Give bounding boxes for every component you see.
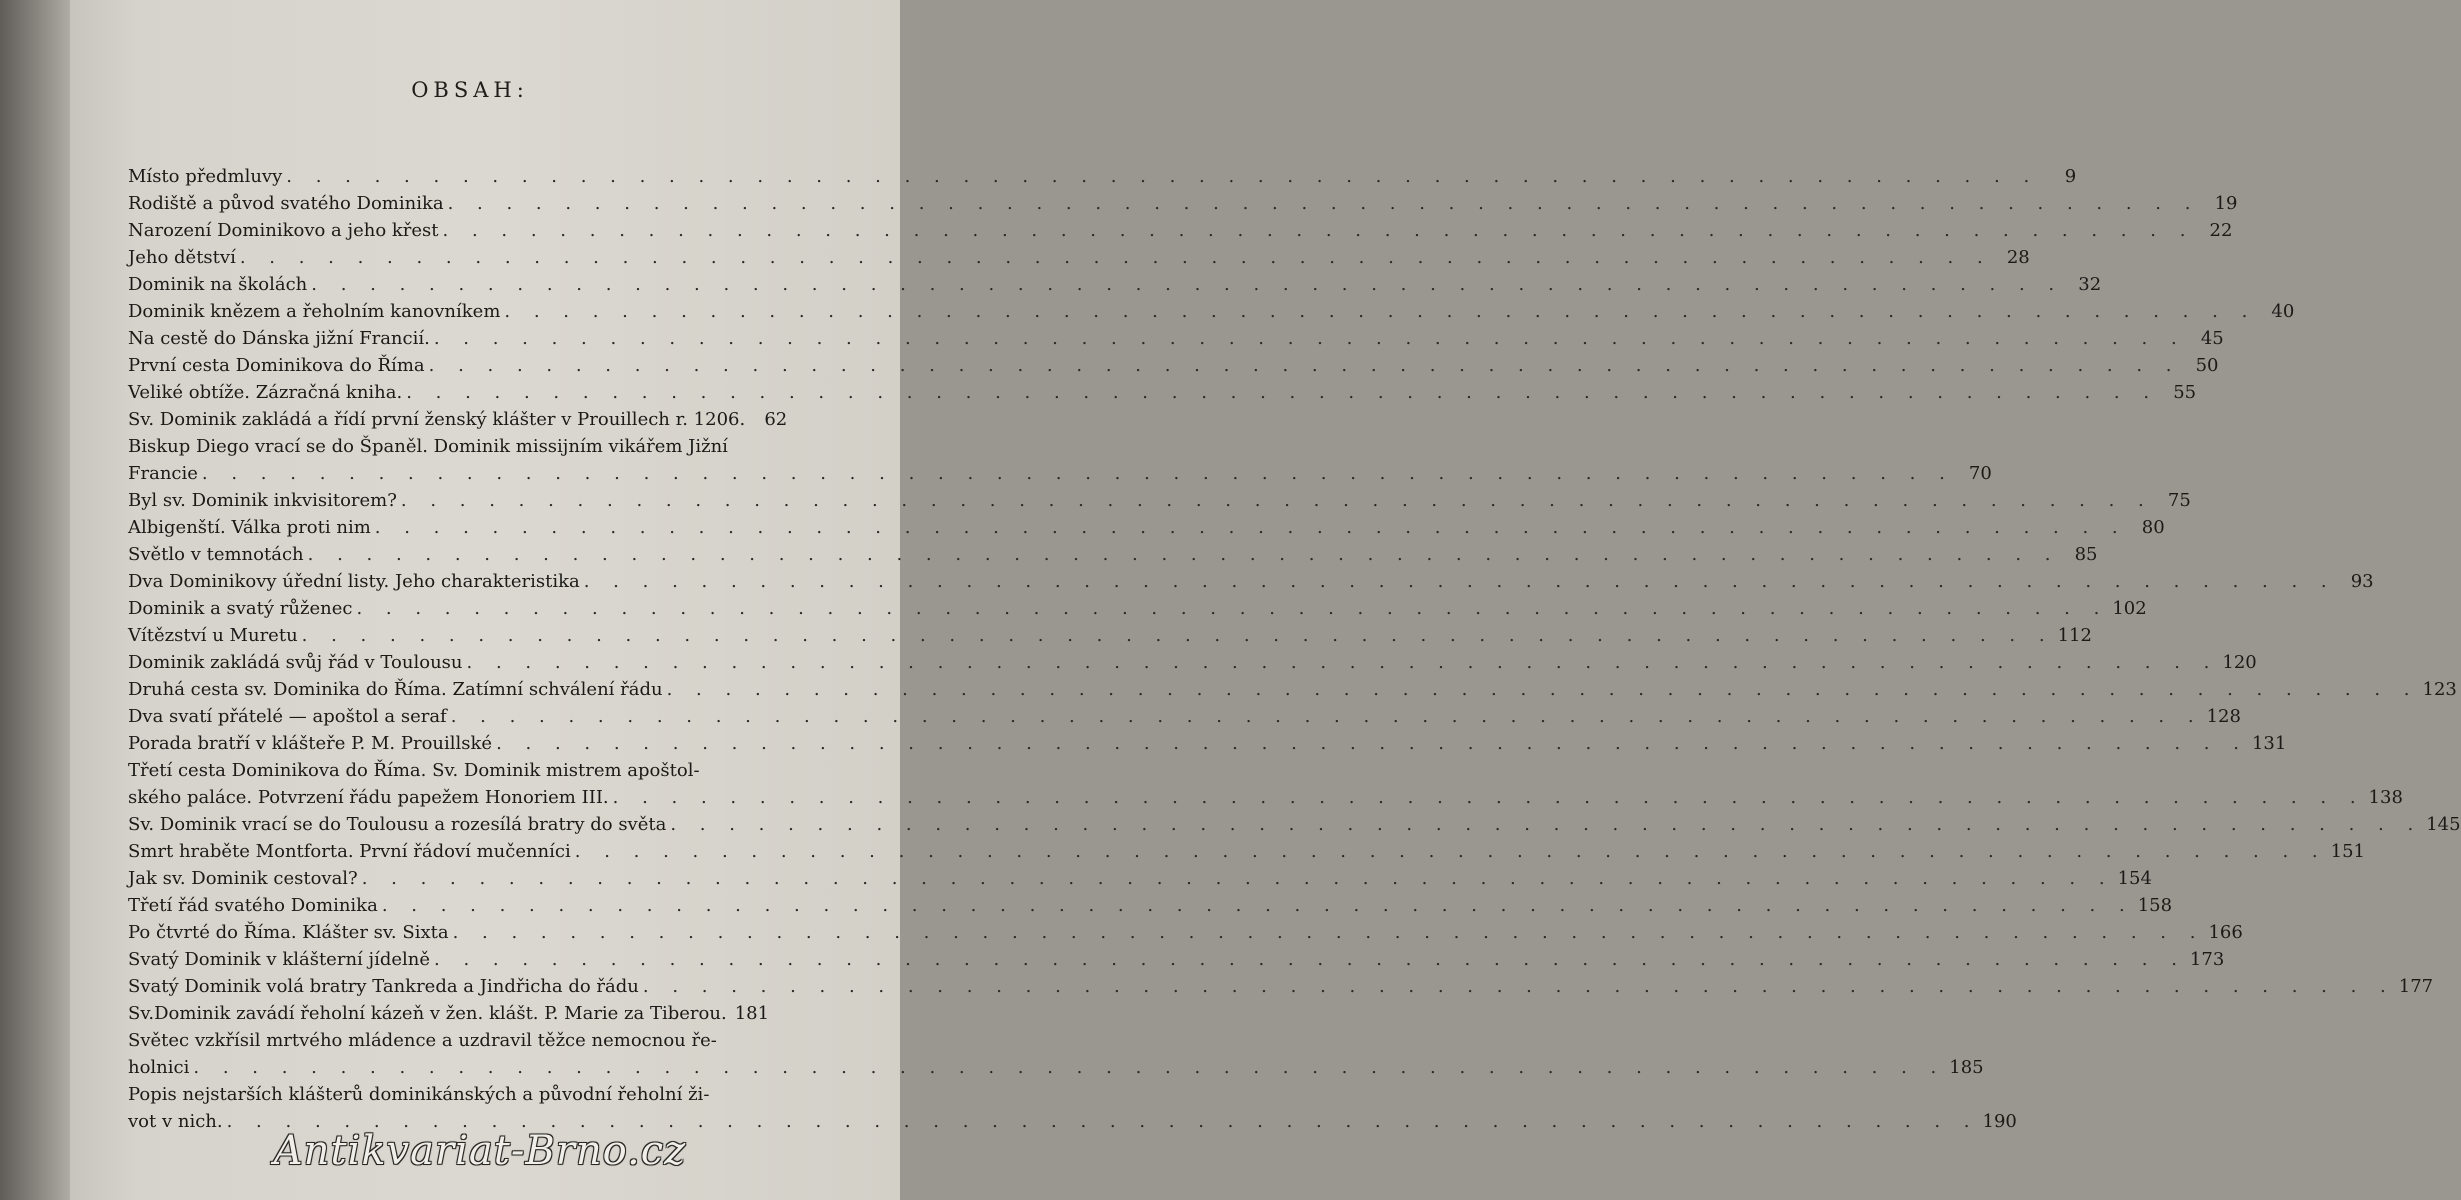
toc-page-number: 138 bbox=[2368, 787, 2403, 808]
dot-leader: . . . . . . . . . . . . . . . . . . . . . . . . . . . . . . . . . . . . . . . . . . . . . . . . . . . . . . . . . . . . bbox=[374, 517, 2127, 538]
toc-entry-title: Dominik a svatý růženec bbox=[128, 598, 353, 619]
dot-leader: . . . . . . . . . . . . . . . . . . . . . . . . . . . . . . . . . . . . . . . . . . . . . . . . . . . . . . . . . . . . bbox=[466, 652, 2219, 673]
toc-page-number: 62 bbox=[764, 409, 788, 430]
toc-page-number: 190 bbox=[1982, 1111, 2017, 1132]
toc-entry-title: Sv.Dominik zavádí řeholní kázeň v žen. klášt. P. Marie za Tiberou. bbox=[128, 1003, 727, 1024]
toc-entry bbox=[128, 892, 2173, 919]
toc-entry-title: Na cestě do Dánska jižní Francií. bbox=[128, 328, 430, 349]
toc-entry bbox=[128, 1081, 2017, 1135]
toc-page-number: 181 bbox=[734, 1003, 770, 1024]
toc-entry-title: Biskup Diego vrací se do Španěl. Dominik missijním vikářem Jižní bbox=[128, 436, 728, 457]
toc-entry bbox=[128, 811, 2461, 838]
toc-entry-title: Po čtvrté do Říma. Klášter sv. Sixta bbox=[128, 922, 449, 943]
toc-entry-line bbox=[128, 217, 2233, 244]
dot-leader: . . . . . . . . . . . . . . . . . . . . . . . . . . . . . . . . . . . . . . . . . . . . . . . . . . . . . . . . . . . . bbox=[201, 463, 1954, 484]
toc-entry-title: Druhá cesta sv. Dominika do Říma. Zatímní schválení řádu bbox=[128, 679, 663, 700]
toc-entry-title: holnici bbox=[128, 1057, 190, 1078]
toc-entry bbox=[128, 1000, 770, 1027]
toc-entry-line bbox=[128, 703, 2241, 730]
toc-entry-line bbox=[128, 514, 2165, 541]
dot-leader: . . . . . . . . . . . . . . . . . . . . . . . . . . . . . . . . . . . . . . . . . . . . . . . . . . . . . . . . . . . . bbox=[361, 868, 2114, 889]
toc-entry-title: Třetí řád svatého Dominika bbox=[128, 895, 378, 916]
dot-leader: . . . . . . . . . . . . . . . . . . . . . . . . . . . . . . . . . . . . . . . . . . . . . . . . . . . . . . . . . . . . bbox=[301, 625, 2054, 646]
toc-entry-title: Rodiště a původ svatého Dominika bbox=[128, 193, 444, 214]
toc-entry-title: Popis nejstarších klášterů dominikánských a původní řeholní ži- bbox=[128, 1084, 710, 1105]
toc-entry-line bbox=[128, 325, 2224, 352]
toc-entry-line bbox=[128, 973, 2434, 1000]
toc-entry-line bbox=[128, 1081, 760, 1108]
toc-entry bbox=[128, 244, 2030, 271]
toc-page-number: 158 bbox=[2137, 895, 2173, 916]
dot-leader: . . . . . . . . . . . . . . . . . . . . . . . . . . . . . . . . . . . . . . . . . . . . . . . . . . . . . . . . . . . . bbox=[286, 166, 2039, 187]
dot-leader: . . . . . . . . . . . . . . . . . . . . . . . . . . . . . . . . . . . . . . . . . . . . . . . . . . . . . . . . . . . . bbox=[406, 382, 2159, 403]
toc-entry-line bbox=[128, 163, 2077, 190]
toc-entry-line bbox=[128, 406, 788, 433]
dot-leader: . . . . . . . . . . . . . . . . . . . . . . . . . . . . . . . . . . . . . . . . . . . . . . . . . . . . . . . . . . . . bbox=[612, 787, 2365, 808]
toc-entry-line bbox=[128, 568, 2374, 595]
toc-entry-continuation bbox=[128, 1054, 1984, 1081]
toc-page-number: 112 bbox=[2057, 625, 2092, 646]
toc-entry bbox=[128, 325, 2224, 352]
toc-page-number: 9 bbox=[2064, 166, 2077, 187]
toc-entry bbox=[128, 1027, 1984, 1081]
toc-entry-title: Dva svatí přátelé — apoštol a seraf bbox=[128, 706, 447, 727]
toc-entry-title: První cesta Dominikova do Říma bbox=[128, 355, 425, 376]
toc-entry bbox=[128, 568, 2374, 595]
toc-entry-title: Byl sv. Dominik inkvisitorem? bbox=[128, 490, 397, 511]
toc-entry-line bbox=[128, 298, 2295, 325]
dot-leader: . . . . . . . . . . . . . . . . . . . . . . . . . . . . . . . . . . . . . . . . . . . . . . . . . . . . . . . . . . . . bbox=[400, 490, 2153, 511]
toc-page-number: 32 bbox=[2078, 274, 2102, 295]
toc-entry bbox=[128, 190, 2238, 217]
dot-leader: . . . . . . . . . . . . . . . . . . . . . . . . . . . . . . . . . . . . . . . . . . . . . . . . . . . . . . . . . . . . bbox=[434, 949, 2186, 970]
toc-entry-title: Narození Dominikovo a jeho křest bbox=[128, 220, 439, 241]
dot-leader: . . . . . . . . . . . . . . . . . . . . . . . . . . . . . . . . . . . . . . . . . . . . . . . . . . . . . . . . . . . . bbox=[574, 841, 2327, 862]
toc-entry-title: Albigenští. Válka proti nim bbox=[128, 517, 371, 538]
page-title: OBSAH: bbox=[411, 78, 529, 102]
toc-entry-line bbox=[128, 271, 2102, 298]
toc-page-number: 145 bbox=[2426, 814, 2461, 835]
dot-leader: . . . . . . . . . . . . . . . . . . . . . . . . . . . . . . . . . . . . . . . . . . . . . . . . . . . . . . . . . . . . bbox=[583, 571, 2336, 592]
toc-entry-line bbox=[128, 676, 2457, 703]
toc-entry-title: Místo předmluvy bbox=[128, 166, 283, 187]
toc-entry-line bbox=[128, 730, 2287, 757]
dot-leader: . . . . . . . . . . . . . . . . . . . . . . . . . . . . . . . . . . . . . . . . . . . . . . . . . . . . . . . . . . . . bbox=[193, 1057, 1946, 1078]
toc-page-number: 128 bbox=[2206, 706, 2241, 727]
toc-entry-line bbox=[128, 838, 2365, 865]
toc-entry-line bbox=[128, 433, 760, 460]
toc-page-number: 123 bbox=[2422, 679, 2457, 700]
toc-entry bbox=[128, 406, 788, 433]
toc-entry bbox=[128, 703, 2241, 730]
toc-entry bbox=[128, 649, 2257, 676]
toc-entry bbox=[128, 622, 2092, 649]
toc-page-number: 93 bbox=[2350, 571, 2374, 592]
toc-entry-line bbox=[128, 946, 2225, 973]
toc-entry-title: Smrt hraběte Montforta. První řádoví mučenníci bbox=[128, 841, 571, 862]
dot-leader: . . . . . . . . . . . . . . . . . . . . . . . . . . . . . . . . . . . . . . . . . . . . . . . . . . . . . . . . . . . . bbox=[666, 679, 2419, 700]
dot-leader: . . . . . . . . . . . . . . . . . . . . . . . . . . . . . . . . . . . . . . . . . . . . . . . . . . . . . . . . . . . . bbox=[496, 733, 2248, 754]
toc-entry bbox=[128, 514, 2165, 541]
toc-entry bbox=[128, 541, 2098, 568]
toc-entry bbox=[128, 919, 2243, 946]
dot-leader: . . . . . . . . . . . . . . . . . . . . . . . . . . . . . . . . . . . . . . . . . . . . . . . . . . . . . . . . . . . . bbox=[450, 706, 2203, 727]
toc-entry-line bbox=[128, 1000, 770, 1027]
toc-page-number: 131 bbox=[2251, 733, 2287, 754]
toc-entry-continuation bbox=[128, 784, 2403, 811]
book-spine-shadow bbox=[0, 0, 78, 1200]
toc-entry-title: Dominik knězem a řeholním kanovníkem bbox=[128, 301, 501, 322]
toc-page-number: 70 bbox=[1968, 463, 1992, 484]
toc-page-number: 120 bbox=[2222, 652, 2257, 673]
toc-entry-line bbox=[128, 190, 2238, 217]
dot-leader: . . . . . . . . . . . . . . . . . . . . . . . . . . . . . . . . . . . . . . . . . . . . . . . . . . . . . . . . . . . . bbox=[504, 301, 2257, 322]
toc-entry bbox=[128, 271, 2102, 298]
toc-entry-title: Světec vzkřísil mrtvého mládence a uzdravil těžce nemocnou ře- bbox=[128, 1030, 717, 1051]
dot-leader: . . . . . . . . . . . . . . . . . . . . . . . . . . . . . . . . . . . . . . . . . . . . . . . . . . . . . . . . . . . . bbox=[433, 328, 2186, 349]
toc-entry bbox=[128, 379, 2197, 406]
toc-entry bbox=[128, 757, 2403, 811]
toc-entry-line bbox=[128, 595, 2147, 622]
toc-entry bbox=[128, 973, 2434, 1000]
dot-leader: . . . . . . . . . . . . . . . . . . . . . . . . . . . . . . . . . . . . . . . . . . . . . . . . . . . . . . . . . . . . bbox=[226, 1111, 1979, 1132]
toc-entry-title: Dva Dominikovy úřední listy. Jeho charakteristika bbox=[128, 571, 580, 592]
toc-entry-title: Jeho dětství bbox=[128, 247, 236, 268]
toc-entry-continuation bbox=[128, 460, 1992, 487]
toc-page-number: 45 bbox=[2200, 328, 2224, 349]
toc-page-number: 28 bbox=[2006, 247, 2030, 268]
dot-leader: . . . . . . . . . . . . . . . . . . . . . . . . . . . . . . . . . . . . . . . . . . . . . . . . . . . . . . . . . . . . bbox=[642, 976, 2395, 997]
dot-leader: . . . . . . . . . . . . . . . . . . . . . . . . . . . . . . . . . . . . . . . . . . . . . . . . . . . . . . . . . . . . bbox=[447, 193, 2200, 214]
toc-entry bbox=[128, 163, 2077, 190]
toc-entry bbox=[128, 298, 2295, 325]
toc-page-number: 154 bbox=[2117, 868, 2152, 889]
toc-page-number: 22 bbox=[2209, 220, 2233, 241]
toc-entry-line bbox=[128, 541, 2098, 568]
toc-page-number: 102 bbox=[2112, 598, 2147, 619]
toc-entry-line bbox=[128, 757, 760, 784]
toc-entry-line bbox=[128, 649, 2257, 676]
toc-entry-title: Dominik zakládá svůj řád v Toulousu bbox=[128, 652, 463, 673]
toc-entry-line bbox=[128, 1027, 760, 1054]
toc-entry bbox=[128, 946, 2225, 973]
toc-entry-line bbox=[128, 892, 2173, 919]
toc-page-number: 166 bbox=[2208, 922, 2243, 943]
dot-leader: . . . . . . . . . . . . . . . . . . . . . . . . . . . . . . . . . . . . . . . . . . . . . . . . . . . . . . . . . . . . bbox=[356, 598, 2109, 619]
toc-entry-title: vot v nich. bbox=[128, 1111, 223, 1132]
watermark: Antikvariat-Brno.cz bbox=[273, 1128, 687, 1174]
toc-page-number: 50 bbox=[2195, 355, 2219, 376]
toc-entry-line bbox=[128, 811, 2461, 838]
toc-entry-title: Světlo v temnotách bbox=[128, 544, 304, 565]
toc-entry-line bbox=[128, 244, 2030, 271]
toc-entry-line bbox=[128, 919, 2243, 946]
toc-entry-line bbox=[128, 865, 2152, 892]
toc-entry-line bbox=[128, 352, 2219, 379]
toc-entry bbox=[128, 730, 2287, 757]
toc-entry-title: Veliké obtíže. Zázračná kniha. bbox=[128, 382, 403, 403]
toc-page-number: 85 bbox=[2074, 544, 2098, 565]
toc-entry bbox=[128, 865, 2152, 892]
toc-entry-title: Třetí cesta Dominikova do Říma. Sv. Dominik mistrem apoštol- bbox=[128, 760, 700, 781]
toc-entry-title: Sv. Dominik zakládá a řídí první ženský klášter v Prouillech r. 1206. bbox=[128, 409, 746, 430]
toc-entry-title: Sv. Dominik vrací se do Toulousu a rozesílá bratry do světa bbox=[128, 814, 667, 835]
toc-entry bbox=[128, 676, 2457, 703]
dot-leader: . . . . . . . . . . . . . . . . . . . . . . . . . . . . . . . . . . . . . . . . . . . . . . . . . . . . . . . . . . . . bbox=[452, 922, 2205, 943]
toc-entry-title: Jak sv. Dominik cestoval? bbox=[128, 868, 358, 889]
toc-page-number: 80 bbox=[2141, 517, 2165, 538]
toc-entry-title: Vítězství u Muretu bbox=[128, 625, 298, 646]
table-of-contents bbox=[128, 163, 2461, 1135]
toc-entry-title: Dominik na školách bbox=[128, 274, 308, 295]
toc-page-number: 19 bbox=[2214, 193, 2238, 214]
toc-entry-title: Porada bratří v klášteře P. M. Prouillské bbox=[128, 733, 493, 754]
toc-entry-line bbox=[128, 622, 2092, 649]
dot-leader: . . . . . . . . . . . . . . . . . . . . . . . . . . . . . . . . . . . . . . . . . . . . . . . . . . . . . . . . . . . . bbox=[442, 220, 2195, 241]
toc-entry-title: Francie bbox=[128, 463, 198, 484]
toc-entry bbox=[128, 595, 2147, 622]
toc-entry-title: Svatý Dominik v klášterní jídelně bbox=[128, 949, 431, 970]
toc-page-number: 40 bbox=[2271, 301, 2295, 322]
dot-leader: . . . . . . . . . . . . . . . . . . . . . . . . . . . . . . . . . . . . . . . . . . . . . . . . . . . . . . . . . . . . bbox=[239, 247, 1992, 268]
dot-leader: . . . . . . . . . . . . . . . . . . . . . . . . . . . . . . . . . . . . . . . . . . . . . . . . . . . . . . . . . . . . bbox=[307, 544, 2060, 565]
toc-entry bbox=[128, 433, 1992, 487]
toc-entry-title: ského paláce. Potvrzení řádu papežem Honoriem III. bbox=[128, 787, 609, 808]
toc-entry bbox=[128, 487, 2191, 514]
toc-entry-title: Svatý Dominik volá bratry Tankreda a Jindřicha do řádu bbox=[128, 976, 639, 997]
toc-entry bbox=[128, 217, 2233, 244]
toc-page-number: 173 bbox=[2189, 949, 2225, 970]
toc-page-number: 75 bbox=[2167, 490, 2191, 511]
dot-leader: . . . . . . . . . . . . . . . . . . . . . . . . . . . . . . . . . . . . . . . . . . . . . . . . . . . . . . . . . . . . bbox=[311, 274, 2064, 295]
toc-page-number: 185 bbox=[1949, 1057, 1984, 1078]
toc-entry bbox=[128, 838, 2365, 865]
toc-entry-line bbox=[128, 487, 2191, 514]
toc-page-number: 177 bbox=[2398, 976, 2434, 997]
toc-page-number: 55 bbox=[2173, 382, 2197, 403]
dot-leader: . . . . . . . . . . . . . . . . . . . . . . . . . . . . . . . . . . . . . . . . . . . . . . . . . . . . . . . . . . . . bbox=[428, 355, 2181, 376]
toc-page-number: 151 bbox=[2330, 841, 2365, 862]
toc-entry bbox=[128, 352, 2219, 379]
dot-leader: . . . . . . . . . . . . . . . . . . . . . . . . . . . . . . . . . . . . . . . . . . . . . . . . . . . . . . . . . . . . bbox=[670, 814, 2423, 835]
toc-entry-line bbox=[128, 379, 2197, 406]
dot-leader: . . . . . . . . . . . . . . . . . . . . . . . . . . . . . . . . . . . . . . . . . . . . . . . . . . . . . . . . . . . . bbox=[381, 895, 2134, 916]
